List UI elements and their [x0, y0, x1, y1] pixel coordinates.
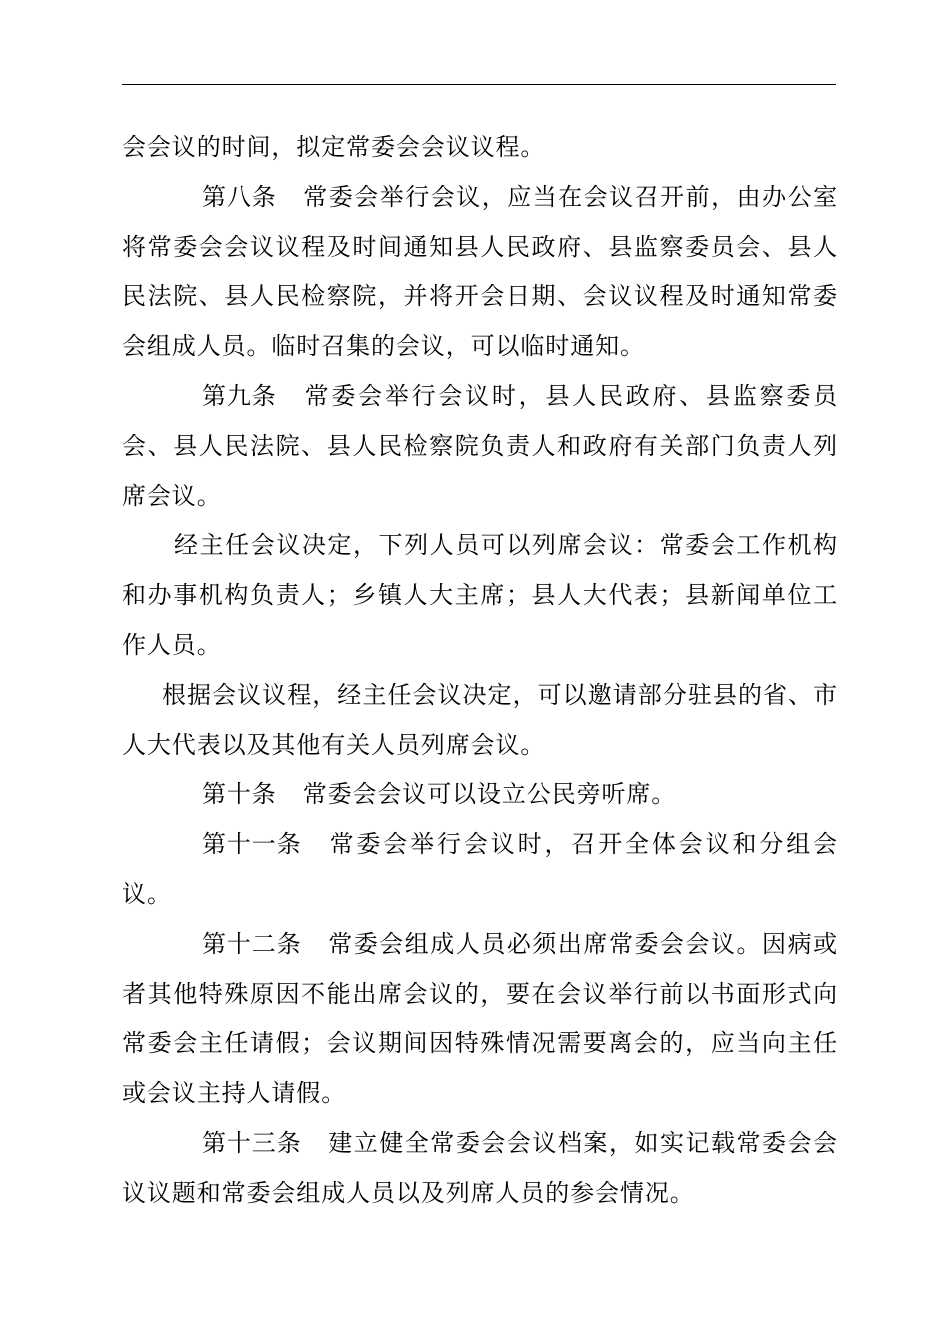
article-number: 第十三条: [202, 1128, 302, 1157]
article-number: 第十一条: [202, 830, 302, 859]
paragraph-continuation: [122, 123, 838, 173]
paragraph-text: 常委会举行会议，应当在会议召开前，由办公室将常委会会议议程及时间通知县人民政府、县监察委员会、县人民法院、县人民检察院，并将开会日期、会议议程及时通知常委会组成人员。临时召集的会议，可以临时通知。: [122, 182, 838, 361]
article-number: 第九条: [202, 381, 277, 410]
paragraph-text: 常委会组成人员必须出席常委会会议。因病或者其他特殊原因不能出席会议的，要在会议举行前以书面形式向常委会主任请假；会议期间因特殊情况需要离会的，应当向主任或会议主持人请假。: [122, 929, 838, 1108]
paragraph-attendees: [122, 521, 838, 670]
paragraph-invitees: [122, 671, 838, 771]
paragraph-text: 常委会会议可以设立公民旁听席。: [302, 780, 677, 809]
paragraph-text: 会会议的时间，拟定常委会会议议程。: [122, 133, 546, 161]
article-9: [122, 372, 838, 521]
article-number: 第八条: [202, 182, 277, 211]
article-number: 第十二条: [202, 929, 302, 958]
header-rule: [122, 84, 836, 85]
article-8: [122, 173, 838, 372]
document-body: [122, 123, 838, 1219]
article-13: [122, 1119, 838, 1219]
paragraph-text: 常委会举行会议时，县人民政府、县监察委员会、县人民法院、县人民检察院负责人和政府有关部门负责人列席会议。: [122, 381, 838, 510]
article-10: [122, 770, 838, 820]
paragraph-text: 经主任会议决定，下列人员可以列席会议：常委会工作机构和办事机构负责人；乡镇人大主席；县人大代表；县新闻单位工作人员。: [122, 531, 838, 659]
paragraph-text: 建立健全常委会会议档案，如实记载常委会会议议题和常委会组成人员以及列席人员的参会情况。: [122, 1128, 838, 1207]
paragraph-text: 常委会举行会议时，召开全体会议和分组会议。: [122, 830, 838, 908]
paragraph-text: 根据会议议程，经主任会议决定，可以邀请部分驻县的省、市人大代表以及其他有关人员列席会议。: [122, 680, 838, 759]
article-11: [122, 820, 838, 920]
article-number: 第十条: [202, 780, 277, 809]
article-12: [122, 920, 838, 1119]
